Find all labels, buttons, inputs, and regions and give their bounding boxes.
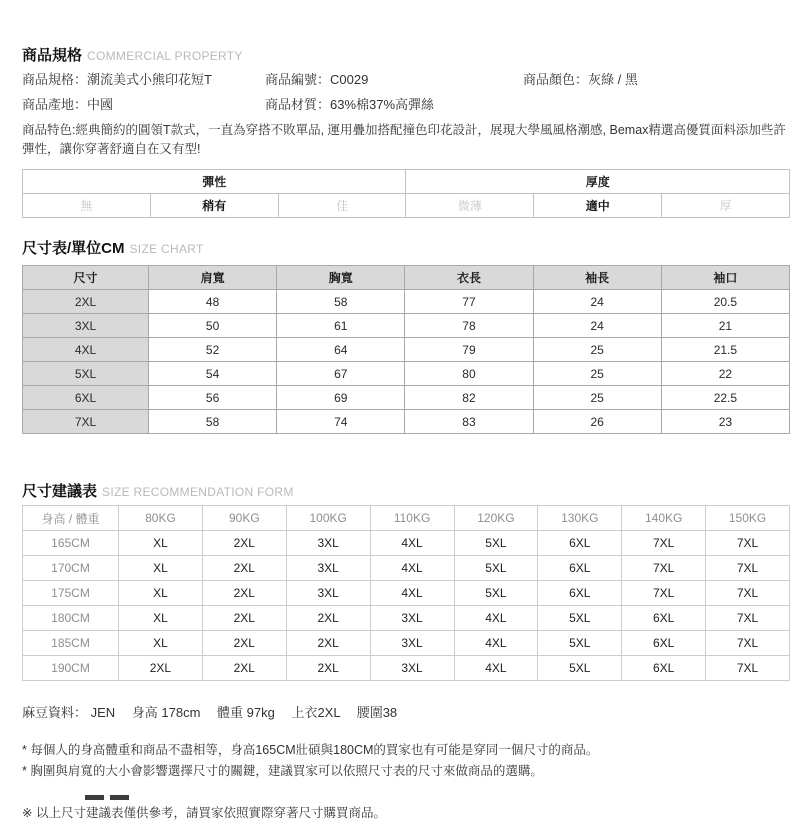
rec-size-value: 6XL xyxy=(538,531,622,556)
rec-size-value: 7XL xyxy=(622,581,706,606)
rec-size-value: 7XL xyxy=(706,656,790,681)
field-product-name xyxy=(22,70,265,90)
size-disclaimer: ※ 以上尺寸建議表僅供參考，請買家依照實際穿著尺寸購買商品。 xyxy=(22,806,386,820)
rec-size-value: 2XL xyxy=(119,656,203,681)
rec-height-label: 175CM xyxy=(23,581,119,606)
product-feature-text: 商品特色:經典簡約的圓領T款式，一直為穿搭不敗單品, 運用疊加搭配撞色印花設計，展現大學風風格潮感, Bemax精選高優質面料添加些許彈性，讓你穿著舒適自在又有型! xyxy=(22,123,786,156)
rec-height-label: 165CM xyxy=(23,531,119,556)
measurement-value: 25 xyxy=(533,362,661,386)
rec-height-label: 180CM xyxy=(23,606,119,631)
rec-size-value: 3XL xyxy=(286,581,370,606)
rec-size-value: 2XL xyxy=(202,556,286,581)
rec-size-value: 2XL xyxy=(202,581,286,606)
size-chart-row xyxy=(23,362,790,386)
measurement-value: 26 xyxy=(533,410,661,434)
rec-weight-header: 100KG xyxy=(286,506,370,531)
size-chart-table xyxy=(22,265,790,434)
rec-size-value: 7XL xyxy=(706,606,790,631)
measurement-value: 56 xyxy=(149,386,277,410)
rec-size-value: 6XL xyxy=(538,556,622,581)
attribute-option: 無 xyxy=(23,194,151,218)
measurement-value: 52 xyxy=(149,338,277,362)
size-notes xyxy=(22,740,790,782)
rec-size-value: 2XL xyxy=(202,656,286,681)
rec-size-value: 4XL xyxy=(370,556,454,581)
measurement-value: 69 xyxy=(277,386,405,410)
measurement-value: 24 xyxy=(533,290,661,314)
rec-size-value: XL xyxy=(119,531,203,556)
field-value: 63%棉37%高彈絲 xyxy=(330,97,435,112)
rec-size-value: 5XL xyxy=(538,606,622,631)
rec-size-value: 4XL xyxy=(454,606,538,631)
size-note: * 每個人的身高體重和商品不盡相等，身高165CM壯碩與180CM的買家也有可能是穿同一個尺寸的商品。 xyxy=(22,743,599,757)
product-section-header xyxy=(22,44,790,65)
rec-size-value: 2XL xyxy=(202,531,286,556)
size-label: 7XL xyxy=(23,410,149,434)
rec-corner-header: 身高 / 體重 xyxy=(23,506,119,531)
measurement-value: 54 xyxy=(149,362,277,386)
rec-size-value: 2XL xyxy=(286,606,370,631)
size-chart-row xyxy=(23,338,790,362)
size-chart-column-header: 衣長 xyxy=(405,266,533,290)
rec-size-value: 7XL xyxy=(706,556,790,581)
measurement-value: 67 xyxy=(277,362,405,386)
rec-size-value: XL xyxy=(119,581,203,606)
size-chart-title: 尺寸表/單位CM xyxy=(22,240,125,257)
measurement-value: 64 xyxy=(277,338,405,362)
measurement-value: 25 xyxy=(533,386,661,410)
attribute-header-row xyxy=(23,170,790,194)
measurement-value: 80 xyxy=(405,362,533,386)
rec-weight-header: 110KG xyxy=(370,506,454,531)
size-chart-column-header: 胸寬 xyxy=(277,266,405,290)
rec-row xyxy=(23,556,790,581)
size-chart-row xyxy=(23,314,790,338)
measurement-value: 20.5 xyxy=(661,290,789,314)
rec-size-value: 5XL xyxy=(454,556,538,581)
rec-size-value: 5XL xyxy=(454,581,538,606)
rec-row xyxy=(23,631,790,656)
field-label: 商品規格： xyxy=(22,72,88,87)
rec-size-value: 5XL xyxy=(538,656,622,681)
rec-size-value: 7XL xyxy=(622,556,706,581)
rec-size-value: 6XL xyxy=(622,606,706,631)
rec-size-value: 2XL xyxy=(286,631,370,656)
measurement-value: 21.5 xyxy=(661,338,789,362)
field-label: 商品顏色： xyxy=(523,72,589,87)
field-value: 灰綠 / 黑 xyxy=(588,72,638,87)
measurement-value: 58 xyxy=(277,290,405,314)
rec-weight-header: 150KG xyxy=(706,506,790,531)
size-recommendation-subtitle: SIZE RECOMMENDATION FORM xyxy=(102,485,294,499)
product-fields-row-2 xyxy=(22,95,790,115)
size-chart-row xyxy=(23,290,790,314)
rec-size-value: 4XL xyxy=(370,581,454,606)
rec-size-value: XL xyxy=(119,631,203,656)
size-recommendation-header xyxy=(22,480,790,501)
rec-weight-header: 120KG xyxy=(454,506,538,531)
product-section-subtitle: COMMERCIAL PROPERTY xyxy=(87,49,243,63)
measurement-value: 78 xyxy=(405,314,533,338)
rec-size-value: 3XL xyxy=(286,531,370,556)
size-chart-header xyxy=(22,237,790,258)
rec-size-value: 2XL xyxy=(286,656,370,681)
attribute-table xyxy=(22,169,790,218)
rec-size-value: 3XL xyxy=(370,631,454,656)
size-recommendation-title: 尺寸建議表 xyxy=(22,483,98,500)
rec-size-value: 2XL xyxy=(202,606,286,631)
product-fields-row-1 xyxy=(22,70,790,90)
attribute-option: 稍有 xyxy=(150,194,278,218)
size-label: 6XL xyxy=(23,386,149,410)
field-value: 中國 xyxy=(87,97,114,112)
size-note: * 胸圍與肩寬的大小會影響選擇尺寸的關鍵，建議買家可以依照尺寸表的尺寸來做商品的選購。 xyxy=(22,764,543,778)
size-chart-row xyxy=(23,386,790,410)
rec-row xyxy=(23,531,790,556)
size-chart-header-row xyxy=(23,266,790,290)
rec-row xyxy=(23,656,790,681)
rec-size-value: 3XL xyxy=(286,556,370,581)
field-product-origin xyxy=(22,95,265,115)
rec-size-value: 4XL xyxy=(370,531,454,556)
rec-size-value: 4XL xyxy=(454,631,538,656)
size-chart-subtitle: SIZE CHART xyxy=(129,242,204,256)
measurement-value: 22 xyxy=(661,362,789,386)
size-chart-column-header: 袖長 xyxy=(533,266,661,290)
field-label: 商品產地： xyxy=(22,97,88,112)
measurement-value: 79 xyxy=(405,338,533,362)
field-value: C0029 xyxy=(330,72,369,87)
attribute-option: 微薄 xyxy=(406,194,534,218)
field-label: 商品編號： xyxy=(265,72,331,87)
size-chart-row xyxy=(23,410,790,434)
field-product-code xyxy=(265,70,523,90)
size-recommendation-table xyxy=(22,505,790,681)
rec-size-value: XL xyxy=(119,556,203,581)
size-label: 3XL xyxy=(23,314,149,338)
size-label: 4XL xyxy=(23,338,149,362)
rec-size-value: 6XL xyxy=(622,656,706,681)
attribute-group-label: 彈性 xyxy=(23,170,406,194)
attribute-option: 厚 xyxy=(662,194,790,218)
measurement-value: 21 xyxy=(661,314,789,338)
rec-size-value: 3XL xyxy=(370,606,454,631)
size-label: 2XL xyxy=(23,290,149,314)
field-label: 商品材質： xyxy=(265,97,331,112)
measurement-value: 58 xyxy=(149,410,277,434)
measurement-value: 25 xyxy=(533,338,661,362)
rec-weight-header: 140KG xyxy=(622,506,706,531)
rec-row xyxy=(23,581,790,606)
rec-weight-header: 80KG xyxy=(119,506,203,531)
rec-size-value: 6XL xyxy=(538,581,622,606)
measurement-value: 24 xyxy=(533,314,661,338)
product-section-title: 商品規格 xyxy=(22,47,83,64)
rec-row xyxy=(23,606,790,631)
rec-size-value: XL xyxy=(119,606,203,631)
size-chart-column-header: 肩寬 xyxy=(149,266,277,290)
field-value: 潮流美式小熊印花短T xyxy=(87,72,212,87)
rec-size-value: 5XL xyxy=(538,631,622,656)
rec-size-value: 7XL xyxy=(706,531,790,556)
rec-size-value: 5XL xyxy=(454,531,538,556)
measurement-value: 82 xyxy=(405,386,533,410)
measurement-value: 48 xyxy=(149,290,277,314)
field-product-material xyxy=(265,95,790,115)
measurement-value: 61 xyxy=(277,314,405,338)
rec-size-value: 6XL xyxy=(622,631,706,656)
rec-weight-header: 130KG xyxy=(538,506,622,531)
attribute-options-row xyxy=(23,194,790,218)
field-product-color xyxy=(523,70,790,90)
size-recommendation-header-row xyxy=(23,506,790,531)
rec-size-value: 3XL xyxy=(370,656,454,681)
rec-size-value: 7XL xyxy=(622,531,706,556)
rec-height-label: 170CM xyxy=(23,556,119,581)
rec-size-value: 7XL xyxy=(706,581,790,606)
attribute-group-label: 厚度 xyxy=(406,170,790,194)
measurement-value: 74 xyxy=(277,410,405,434)
measurement-value: 77 xyxy=(405,290,533,314)
measurement-value: 50 xyxy=(149,314,277,338)
measurement-value: 23 xyxy=(661,410,789,434)
attribute-option: 佳 xyxy=(278,194,406,218)
rec-size-value: 4XL xyxy=(454,656,538,681)
rec-height-label: 190CM xyxy=(23,656,119,681)
size-chart-column-header: 袖口 xyxy=(661,266,789,290)
rec-size-value: 2XL xyxy=(202,631,286,656)
size-label: 5XL xyxy=(23,362,149,386)
measurement-value: 83 xyxy=(405,410,533,434)
rec-size-value: 7XL xyxy=(706,631,790,656)
size-chart-column-header: 尺寸 xyxy=(23,266,149,290)
cutoff-text-fragment xyxy=(85,795,129,800)
attribute-option: 適中 xyxy=(534,194,662,218)
rec-weight-header: 90KG xyxy=(202,506,286,531)
rec-height-label: 185CM xyxy=(23,631,119,656)
model-info: 麻豆資料： JEN 身高 178cm 體重 97kg 上衣2XL 腰圍38 xyxy=(22,705,398,720)
measurement-value: 22.5 xyxy=(661,386,789,410)
